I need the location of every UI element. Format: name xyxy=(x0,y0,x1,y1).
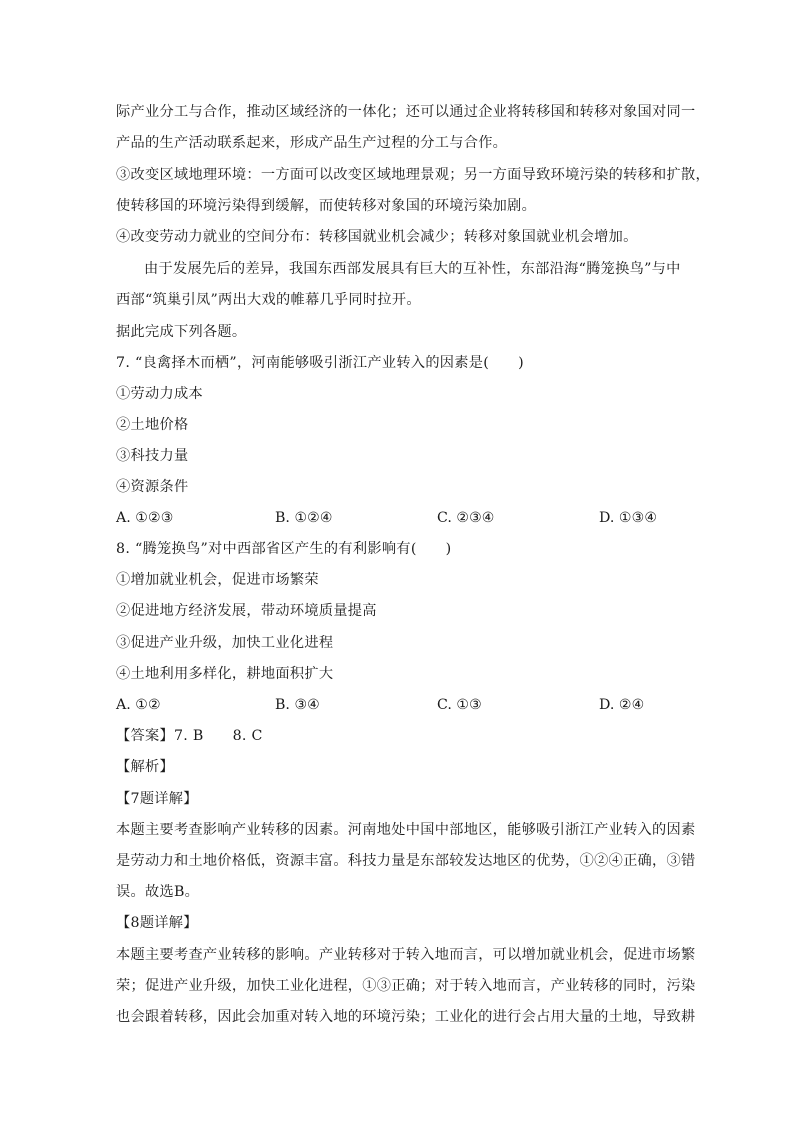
q8-detail-line: 也会跟着转移，因此会加重对转入地的环境污染；工业化的进行会占用大量的土地，导致耕 xyxy=(116,1009,696,1025)
q8-detail-heading: 【8题详解】 xyxy=(116,915,198,931)
question-8-item: ③促进产业升级，加快工业化进程 xyxy=(116,635,334,651)
question-8-option-b: B. ③④ xyxy=(275,697,320,713)
question-8-item: ④土地利用多样化，耕地面积扩大 xyxy=(116,666,334,682)
question-7-item: ②土地价格 xyxy=(116,417,189,433)
paragraph-line: 西部“筑巢引凤”两出大戏的帷幕几乎同时拉开。 xyxy=(116,292,421,308)
q8-detail-line: 荣；促进产业升级，加快工业化进程，①③正确；对于转入地而言，产业转移的同时，污染 xyxy=(116,978,696,994)
q7-detail-line: 误。故选B。 xyxy=(116,884,200,900)
instruction-line: 据此完成下列各题。 xyxy=(116,324,247,340)
question-7-option-d: D. ①③④ xyxy=(599,510,658,526)
question-7-item: ①劳动力成本 xyxy=(116,386,203,402)
question-8-item: ①增加就业机会，促进市场繁荣 xyxy=(116,572,319,588)
question-8-stem: 8. “腾笼换鸟”对中西部省区产生的有利影响有( ) xyxy=(116,541,452,557)
paragraph-line: 使转移国的环境污染得到缓解，而使转移对象国的环境污染加剧。 xyxy=(116,198,537,214)
q8-detail-line: 本题主要考查产业转移的影响。产业转移对于转入地而言，可以增加就业机会，促进市场繁 xyxy=(116,947,696,963)
analysis-heading: 【解析】 xyxy=(116,759,174,775)
paragraph-line: 由于发展先后的差异，我国东西部发展具有巨大的互补性，东部沿海“腾笼换鸟”与中 xyxy=(144,261,681,277)
question-7-option-c: C. ②③④ xyxy=(437,510,495,526)
paragraph-line: ③改变区域地理环境：一方面可以改变区域地理景观；另一方面导致环境污染的转移和扩散， xyxy=(116,167,710,183)
question-7-stem: 7. “良禽择木而栖”，河南能够吸引浙江产业转入的因素是( ) xyxy=(116,355,524,371)
question-8-option-c: C. ①③ xyxy=(437,697,482,713)
paragraph-line: 产品的生产活动联系起来，形成产品生产过程的分工与合作。 xyxy=(116,135,508,151)
paragraph-line: 际产业分工与合作，推动区域经济的一体化；还可以通过企业将转移国和转移对象国对同一 xyxy=(116,104,696,120)
answer-line: 【答案】7. B 8. C xyxy=(116,728,263,744)
question-7-option-a: A. ①②③ xyxy=(116,510,174,526)
question-7-option-b: B. ①②④ xyxy=(275,510,333,526)
question-8-item: ②促进地方经济发展，带动环境质量提高 xyxy=(116,603,377,619)
question-8-option-d: D. ②④ xyxy=(599,697,645,713)
q7-detail-heading: 【7题详解】 xyxy=(116,791,198,807)
question-8-option-a: A. ①② xyxy=(116,697,161,713)
question-7-item: ④资源条件 xyxy=(116,479,189,495)
paragraph-line: ④改变劳动力就业的空间分布：转移国就业机会减少；转移对象国就业机会增加。 xyxy=(116,229,638,245)
q7-detail-line: 是劳动力和土地价格低，资源丰富。科技力量是东部较发达地区的优势，①②④正确，③错 xyxy=(116,853,696,869)
q7-detail-line: 本题主要考查影响产业转移的因素。河南地处中国中部地区，能够吸引浙江产业转入的因素 xyxy=(116,822,696,838)
question-7-item: ③科技力量 xyxy=(116,448,189,464)
